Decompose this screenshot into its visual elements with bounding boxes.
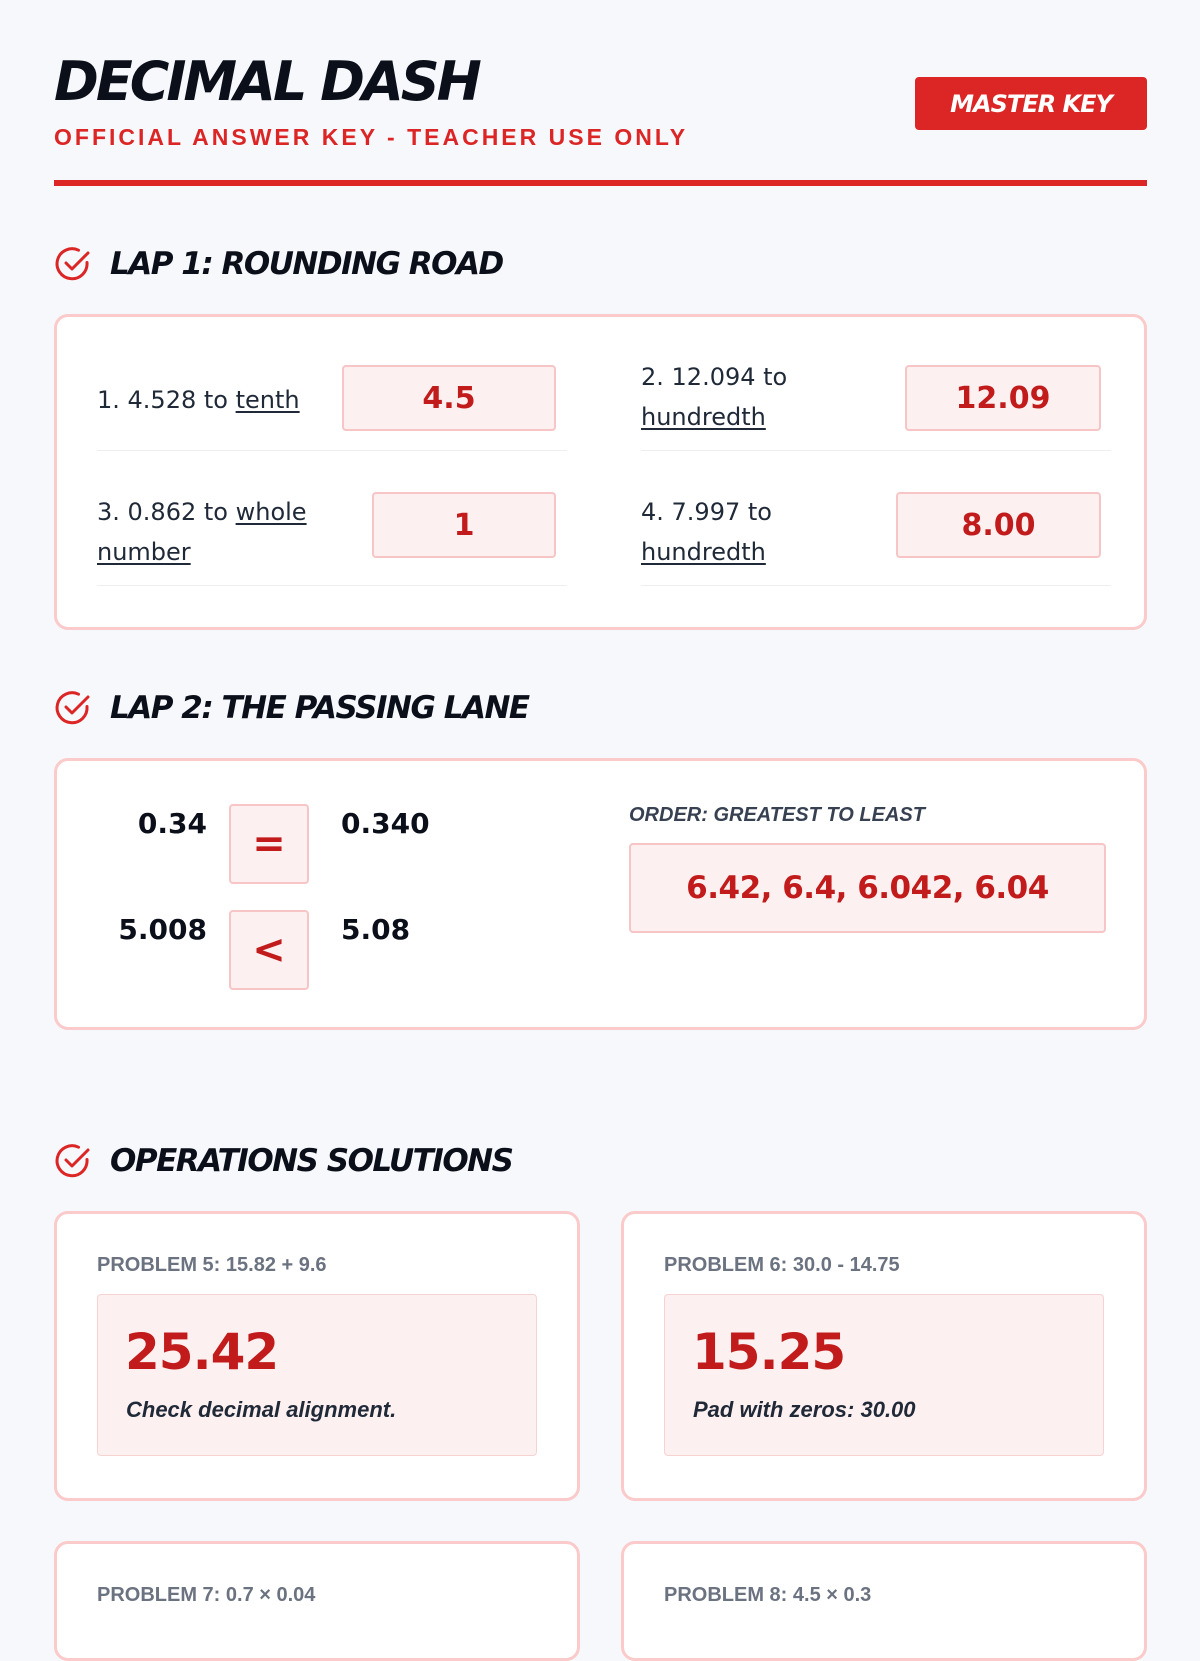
solution-note: Check decimal alignment.: [126, 1397, 397, 1422]
answer-box: 4.5: [342, 365, 556, 431]
operations-title: OPERATIONS SOLUTIONS: [110, 1143, 513, 1179]
operations-heading: [54, 1141, 512, 1181]
rounding-question: [97, 492, 337, 572]
header-divider: [54, 180, 1147, 186]
page-title: DECIMAL DASH: [54, 50, 479, 113]
question-text: 2. 12.094 to: [641, 363, 788, 391]
compare-symbol-box: <: [229, 910, 309, 990]
problem-card: [621, 1211, 1147, 1501]
question-text: 4. 7.997 to: [641, 498, 772, 526]
place-value: hundredth: [641, 538, 766, 566]
rounding-item: [97, 492, 567, 586]
lap1-card: [54, 314, 1147, 630]
rounding-item: [641, 357, 1111, 451]
compare-left-value: 5.008: [118, 913, 207, 946]
problem-card: [54, 1541, 580, 1661]
check-circle-icon: [54, 689, 92, 727]
lap1-heading: [54, 244, 503, 284]
rounding-item: [641, 492, 1111, 586]
order-label: ORDER: GREATEST TO LEAST: [629, 804, 925, 826]
check-circle-icon: [54, 245, 92, 283]
place-value: hundredth: [641, 403, 766, 431]
rounding-item: [97, 357, 567, 451]
lap2-card: [54, 758, 1147, 1030]
rounding-question: [641, 357, 841, 437]
check-circle-icon: [54, 1142, 92, 1180]
page-subtitle: OFFICIAL ANSWER KEY - TEACHER USE ONLY: [54, 124, 689, 150]
place-value: whole number: [97, 498, 307, 566]
lap2-title: LAP 2: THE PASSING LANE: [110, 690, 529, 726]
question-text: 3. 0.862 to: [97, 498, 228, 526]
solution-answer: 25.42: [125, 1323, 279, 1381]
rounding-question: [97, 380, 300, 420]
lap2-heading: [54, 688, 529, 728]
rounding-question: [641, 492, 841, 572]
header: [54, 0, 1147, 186]
solution-answer: 15.25: [692, 1323, 846, 1381]
answer-key-page: [54, 0, 1147, 1606]
problem-card: [54, 1211, 580, 1501]
answer-box: 12.09: [905, 365, 1101, 431]
master-key-badge: MASTER KEY: [915, 77, 1147, 130]
problem-card: [621, 1541, 1147, 1661]
question-text: 1. 4.528 to: [97, 386, 228, 414]
lap1-title: LAP 1: ROUNDING ROAD: [110, 246, 503, 282]
order-answer-box: 6.42, 6.4, 6.042, 6.04: [629, 843, 1106, 933]
solution-box: [664, 1294, 1104, 1456]
answer-box: 1: [372, 492, 556, 558]
problem-label: PROBLEM 8: 4.5 × 0.3: [664, 1584, 872, 1606]
problem-label: PROBLEM 6: 30.0 - 14.75: [664, 1254, 900, 1276]
solution-note: Pad with zeros: 30.00: [693, 1397, 916, 1422]
solution-box: [97, 1294, 537, 1456]
problem-label: PROBLEM 5: 15.82 + 9.6: [97, 1254, 327, 1276]
problem-label: PROBLEM 7: 0.7 × 0.04: [97, 1584, 316, 1606]
compare-symbol-box: =: [229, 804, 309, 884]
compare-right-value: 5.08: [341, 913, 411, 946]
compare-left-value: 0.34: [137, 807, 207, 840]
place-value: tenth: [235, 386, 300, 414]
compare-right-value: 0.340: [341, 807, 430, 840]
answer-box: 8.00: [896, 492, 1101, 558]
